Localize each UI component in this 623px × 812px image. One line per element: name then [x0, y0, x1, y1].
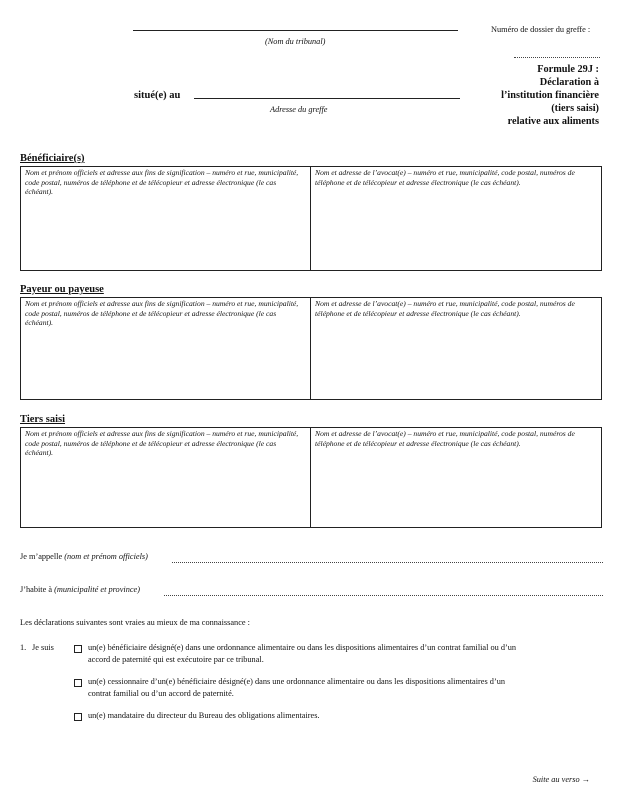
garnishee-box: [20, 427, 602, 528]
beneficiary-name-hint: Nom et prénom officiels et adresse aux fins de signification – numéro et rue, municipalité, code postal, numéros de téléphone et de télécopieur et adresse électronique (le cas échéant).: [25, 168, 299, 197]
section-title-payor: Payeur ou payeuse: [20, 284, 104, 295]
continue-overleaf: Suite au verso →: [532, 775, 590, 784]
name-prefix: Je m’appelle: [20, 552, 63, 561]
name-field[interactable]: [172, 562, 603, 563]
payor-name-hint: Nom et prénom officiels et adresse aux fins de signification – numéro et rue, municipalité, code postal, numéros de téléphone et de télécopieur et adresse électronique (le cas échéant).: [25, 299, 299, 328]
payor-box: [20, 297, 602, 400]
statements-intro: Les déclarations suivantes sont vraies au mieux de ma connaissance :: [20, 618, 250, 627]
residence-prefix: J’habite à: [20, 585, 53, 594]
garnishee-name-hint: Nom et prénom officiels et adresse aux fins de signification – numéro et rue, municipalité, code postal, numéros de téléphone et de télécopieur et adresse électronique (le cas échéant).: [25, 429, 299, 458]
form-title-line-3: l’institution financière: [501, 90, 599, 101]
name-label: [20, 552, 148, 561]
form-title-line-4: (tiers saisi): [551, 103, 599, 114]
garnishee-lawyer-field[interactable]: [311, 428, 601, 527]
option-beneficiary-text: [88, 642, 516, 665]
court-name-caption: (Nom du tribunal): [265, 37, 326, 46]
option-agent-text: [88, 710, 320, 722]
court-name-line[interactable]: [133, 30, 458, 31]
beneficiary-box: [20, 166, 602, 271]
option-assignee-line-1: un(e) cessionnaire d’un(e) bénéficiaire désigné(e) dans une ordonnance alimentaire ou dans les dispositions alimentaires d’un: [88, 677, 505, 686]
beneficiary-lawyer-field[interactable]: [311, 167, 601, 270]
beneficiary-name-field[interactable]: [21, 167, 311, 270]
residence-field[interactable]: [164, 595, 603, 596]
option-beneficiary-checkbox[interactable]: [74, 645, 82, 653]
payor-lawyer-field[interactable]: [311, 298, 601, 399]
option-agent-line-1: un(e) mandataire du directeur du Bureau des obligations alimentaires.: [88, 711, 320, 720]
registry-address-caption: Adresse du greffe: [270, 105, 328, 114]
garnishee-lawyer-hint: Nom et adresse de l’avocat(e) – numéro et rue, municipalité, code postal, numéros de téléphone et de télécopieur et adresse électronique (le cas échéant).: [315, 429, 575, 448]
garnishee-name-field[interactable]: [21, 428, 311, 527]
file-number-label: Numéro de dossier du greffe :: [491, 25, 591, 34]
form-title-line-5: relative aux aliments: [507, 116, 599, 127]
option-assignee-checkbox[interactable]: [74, 679, 82, 687]
beneficiary-lawyer-hint: Nom et adresse de l’avocat(e) – numéro et rue, municipalité, code postal, numéros de téléphone et de télécopieur et adresse électronique (le cas échéant).: [315, 168, 575, 187]
payor-lawyer-hint: Nom et adresse de l’avocat(e) – numéro et rue, municipalité, code postal, numéros de téléphone et de télécopieur et adresse électronique (le cas échéant).: [315, 299, 575, 318]
residence-hint: (municipalité et province): [54, 585, 140, 594]
item-lead: Je suis: [32, 643, 54, 652]
item-number: 1.: [20, 643, 27, 652]
residence-label: [20, 585, 140, 594]
option-assignee-text: [88, 676, 505, 699]
section-title-beneficiary: Bénéficiaire(s): [20, 153, 85, 164]
section-title-garnishee: Tiers saisi: [20, 414, 66, 425]
form-title: [501, 63, 599, 128]
option-assignee-line-2: contrat familial ou d’un accord de paternité.: [88, 688, 234, 698]
name-hint: (nom et prénom officiels): [64, 552, 148, 561]
located-at-label: situé(e) au: [134, 90, 181, 101]
file-number-field[interactable]: [514, 57, 600, 58]
option-agent-checkbox[interactable]: [74, 713, 82, 721]
option-beneficiary-line-1: un(e) bénéficiaire désigné(e) dans une ordonnance alimentaire ou dans les dispositions alimentaires d’un contrat familial ou d’un: [88, 643, 517, 652]
form-title-line-2: Déclaration à: [539, 77, 599, 88]
payor-name-field[interactable]: [21, 298, 311, 399]
form-title-line-1: Formule 29J :: [537, 64, 599, 75]
registry-address-line[interactable]: [194, 98, 460, 99]
option-beneficiary-line-2: accord de paternité qui est exécutoire par ce tribunal.: [88, 654, 264, 664]
